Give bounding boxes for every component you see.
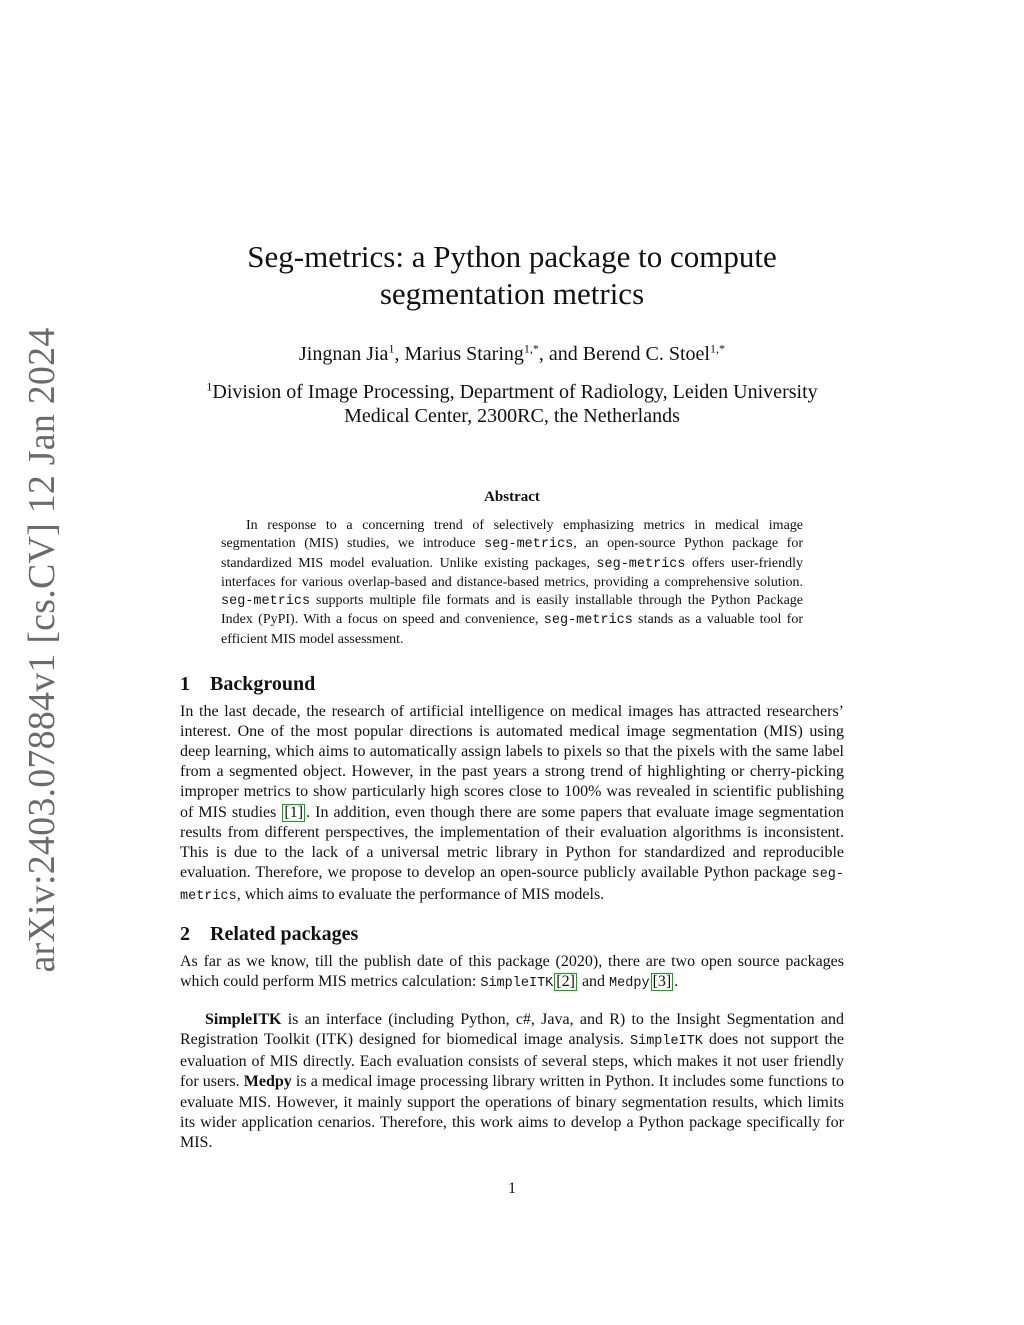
- paragraph-text: does not support the evaluation of MIS directly. Each evaluation consists of several steps, which makes it not user friendly for users.: [180, 1031, 844, 1091]
- paragraph-text: , which aims to evaluate the performance of MIS models.: [236, 885, 605, 903]
- abstract-text-part: In response to a concerning trend of selectively emphasizing metrics in medical image segmentation (MIS) studies, we introduce: [221, 518, 803, 552]
- abstract-text-part: , an open-source Python package for standardized MIS model evaluation. Unlike existing packages,: [221, 536, 803, 571]
- paragraph-text: is a medical image processing library written in Python. It includes some functions to evaluate MIS. However, it mainly support the operations of binary segmentation results, which limits its wider application cenarios. Therefore, this work aims to develop a Python package specifically for MIS.: [180, 1073, 844, 1151]
- paper-title: Seg-metrics: a Python package to compute segmentation metrics: [247, 239, 777, 311]
- package-name-code: SimpleITK: [480, 976, 554, 992]
- author-affiliation-mark: 1: [388, 341, 395, 356]
- citation-link[interactable]: [3]: [652, 973, 672, 991]
- section-number: 2: [180, 923, 190, 946]
- background-section: [180, 673, 844, 907]
- package-name-bold: SimpleITK: [205, 1011, 282, 1029]
- citation-link[interactable]: [1]: [284, 803, 304, 821]
- author-affiliation-mark: 1,*: [523, 341, 539, 356]
- package-name-code: seg-metrics: [596, 556, 686, 572]
- section-number: 1: [180, 673, 190, 696]
- abstract-heading: Abstract: [484, 489, 540, 505]
- paragraph-text: .: [674, 973, 679, 991]
- paragraph-text: is an interface (including Python, c#, Java, and R) to the Insight Segmentation and Registration Toolkit (ITK) designed for biomedical image analysis.: [180, 1011, 844, 1049]
- author-name: Berend C. Stoel: [582, 343, 710, 365]
- related-packages-paragraph: [180, 1010, 844, 1153]
- abstract-text: [221, 517, 803, 649]
- abstract-text-part: stands as a valuable tool for efficient MIS model assessment.: [221, 612, 803, 647]
- arxiv-side-label: arXiv:2403.07884v1 [cs.CV] 12 Jan 2024: [21, 327, 63, 973]
- paragraph-text: . In addition, even though there are some papers that evaluate image segmentation results from different perspectives, the implementation of their evaluation algorithms is inconsistent. This is due to the lack of a universal metric library in Python for standardized and reproducible evaluation. Therefore, we propose to develop an open-source publicly available Python package: [180, 803, 844, 881]
- abstract-text-part: supports multiple file formats and is easily installable through the Python Package Index (PyPI). With a focus on speed and convenience,: [221, 593, 803, 628]
- author-name: Jingnan Jia: [299, 343, 389, 365]
- package-name-code: SimpleITK: [630, 1034, 703, 1050]
- background-paragraph: [180, 702, 844, 907]
- package-name-code: seg-metrics: [180, 866, 844, 904]
- related-packages-section: [180, 923, 844, 1153]
- affiliation: [180, 380, 844, 428]
- affiliation-mark: 1: [206, 379, 213, 394]
- page-number: 1: [508, 1180, 516, 1197]
- paper-content: [180, 238, 844, 1169]
- author-list: [180, 341, 844, 367]
- related-packages-paragraph: [180, 952, 844, 994]
- section-heading: [180, 923, 844, 946]
- package-name-code: Medpy: [609, 976, 650, 992]
- affiliation-text: Division of Image Processing, Department of Radiology, Leiden University Medical Center, 2300RC, the Netherlands: [212, 381, 818, 427]
- author-affiliation-mark: 1,*: [709, 341, 725, 356]
- package-name-code: seg-metrics: [484, 537, 574, 553]
- paragraph-text: and: [577, 973, 610, 991]
- section-heading: [180, 673, 844, 696]
- abstract-text-part: offers user-friendly interfaces for various overlap-based and distance-based metrics, providing a comprehensive solution.: [221, 555, 803, 590]
- author-name: Marius Staring: [404, 343, 524, 365]
- section-title: Background: [210, 673, 316, 696]
- citation-link[interactable]: [2]: [556, 973, 575, 991]
- package-name-code: seg-metrics: [221, 594, 311, 610]
- package-name-bold: Medpy: [243, 1073, 292, 1091]
- author-separator: ,: [394, 343, 405, 365]
- paragraph-text: As far as we know, till the publish date of this package (2020), there are two open source packages which could perform MIS metrics calculation:: [180, 953, 844, 991]
- section-title: Related packages: [210, 923, 359, 946]
- author-separator: , and: [538, 343, 583, 365]
- paragraph-text: In the last decade, the research of artificial intelligence on medical images has attracted researchers’ interest. One of the most popular directions is automated medical image segmentation (MIS) using deep learning, which aims to automatically assign labels to pixels so that the pixels with the same label from a segmented object. However, in the past years a strong trend of highlighting or cherry-picking improper metrics to show particularly high scores close to 100% was revealed in scientific publishing of MIS studies: [180, 703, 844, 821]
- package-name-code: seg-metrics: [543, 613, 633, 629]
